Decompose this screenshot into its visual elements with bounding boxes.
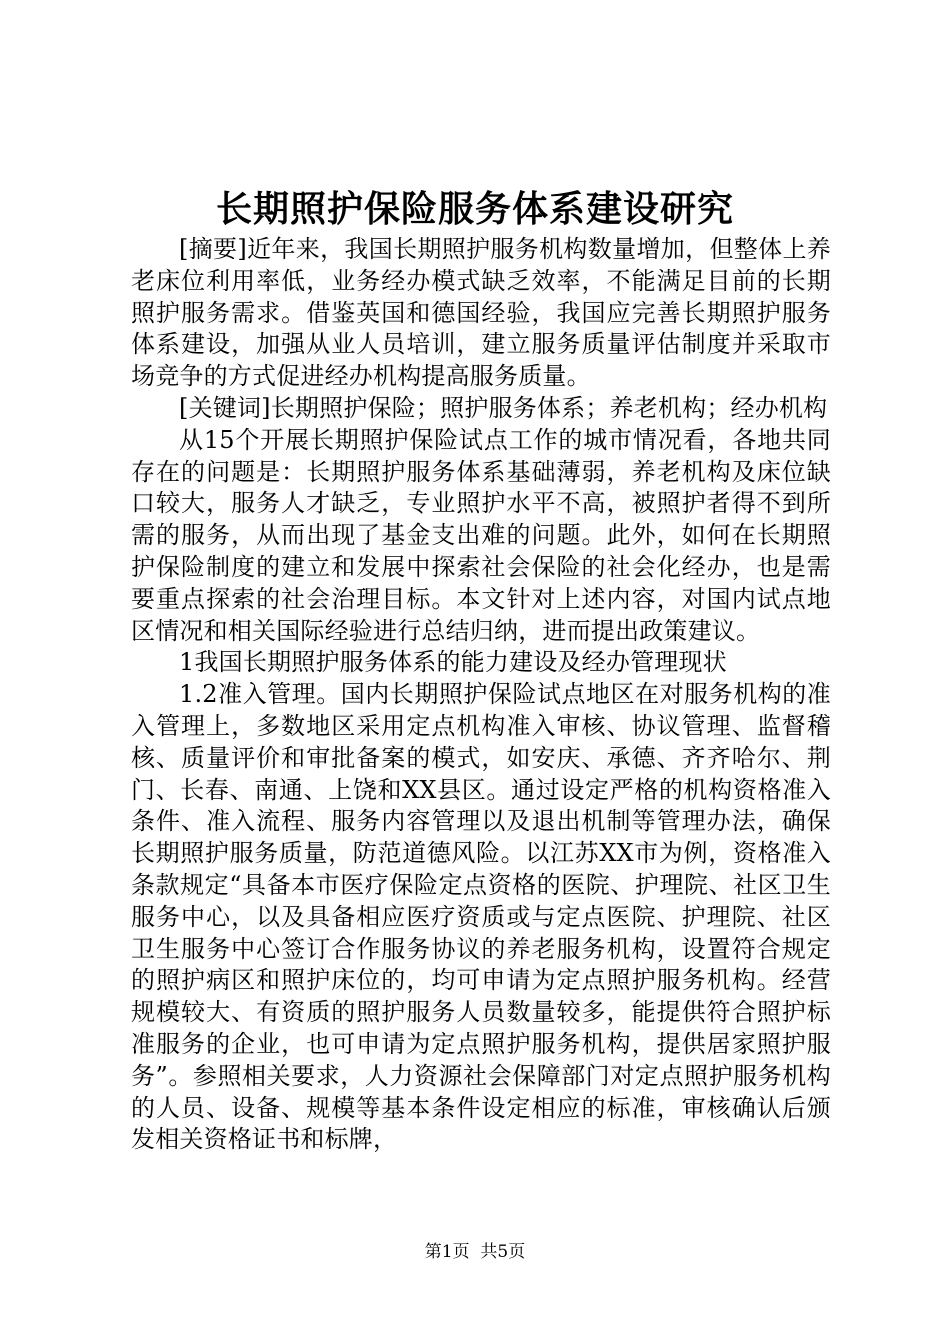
document-body [131, 234, 831, 1156]
footer-separator [470, 1242, 481, 1262]
page-total: 共5页 [480, 1242, 526, 1262]
page-number: 第1页 [424, 1242, 470, 1262]
section-paragraph: 1.2准入管理。国内长期照护保险试点地区在对服务机构的准入管理上，多数地区采用定点机构准入审核、协议管理、监督稽核、质量评价和审批备案的模式，如安庆、承德、齐齐哈尔、荆门、长春、南通、上饶和XX县区。通过设定严格的机构资格准入条件、准入流程、服务内容管理以及退出机制等管理办法，确保长期照护服务质量，防范道德风险。以江苏XX市为例，资格准入条款规定“具备本市医疗保险定点资格的医院、护理院、社区卫生服务中心，以及具备相应医疗资质或与定点医院、护理院、社区卫生服务中心签订合作服务协议的养老服务机构，设置符合规定的照护病区和照护床位的，均可申请为定点照护服务机构。经营规模较大、有资质的照护服务人员数量较多，能提供符合照护标准服务的企业，也可申请为定点照护服务机构，提供居家照护服务”。参照相关要求，人力资源社会保障部门对定点照护服务机构的人员、设备、规模等基本条件设定相应的标准，审核确认后颁发相关资格证书和标牌， [131, 680, 831, 1154]
keywords-paragraph: [关键词]长期照护保险；照护服务体系；养老机构；经办机构 [179, 393, 828, 422]
page-footer [0, 1240, 950, 1264]
document-title: 长期照护保险服务体系建设研究 [215, 189, 734, 230]
section-heading: 1我国长期照护服务体系的能力建设及经办管理现状 [179, 648, 727, 677]
intro-paragraph: 从15个开展长期照护保险试点工作的城市情况看，各地共同存在的问题是：长期照护服务体系基础薄弱，养老机构及床位缺口较大，服务人才缺乏，专业照护水平不高，被照护者得不到所需的服务，从而出现了基金支出难的问题。此外，如何在长期照护保险制度的建立和发展中探索社会保险的社会化经办，也是需要重点探索的社会治理目标。本文针对上述内容，对国内试点地区情况和相关国际经验进行总结归纳，进而提出政策建议。 [131, 425, 831, 645]
abstract-paragraph: [摘要]近年来，我国长期照护服务机构数量增加，但整体上养老床位利用率低，业务经办模式缺乏效率，不能满足目前的长期照护服务需求。借鉴英国和德国经验，我国应完善长期照护服务体系建设，加强从业人员培训，建立服务质量评估制度并采取市场竞争的方式促进经办机构提高服务质量。 [131, 235, 831, 391]
